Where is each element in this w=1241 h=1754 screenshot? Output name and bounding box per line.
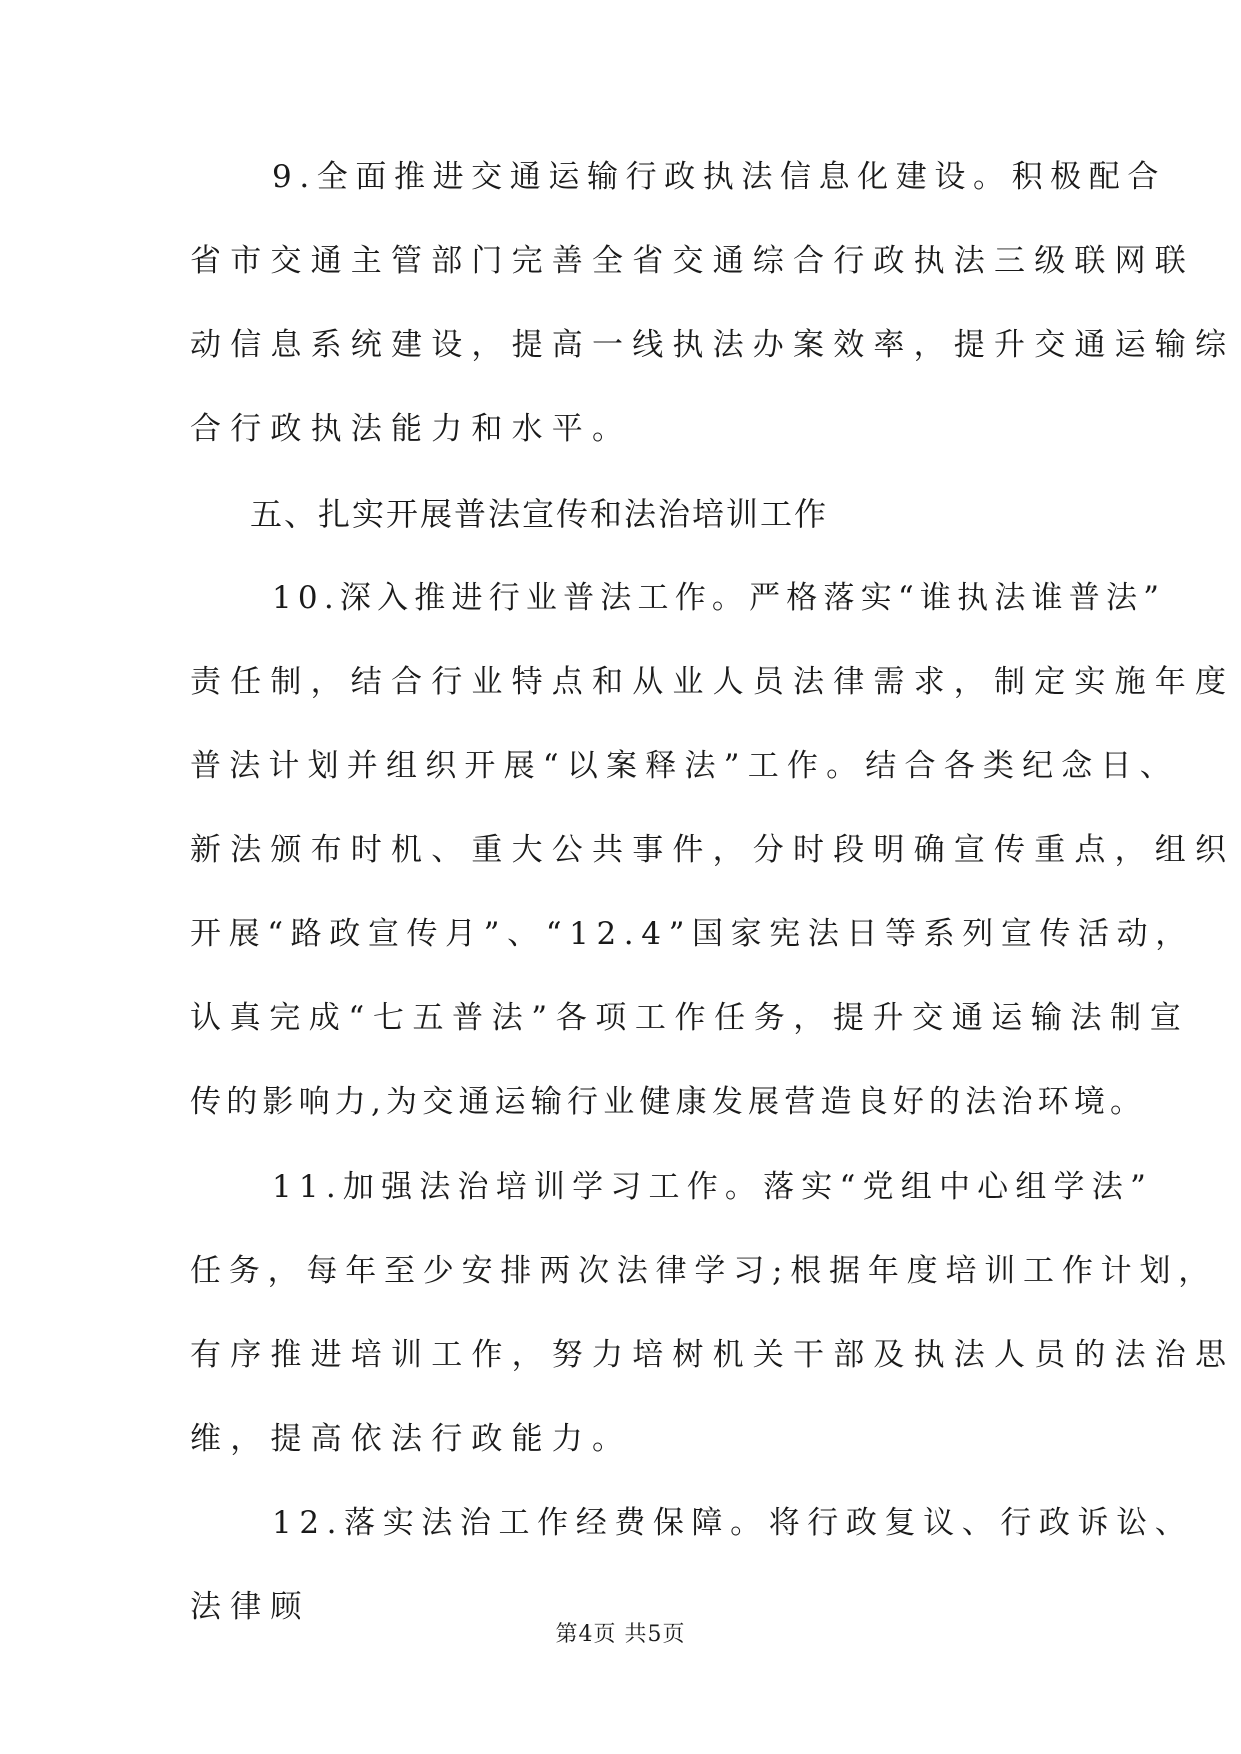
paragraph-12-line-2: 法律顾 bbox=[190, 1589, 311, 1625]
paragraph-11-line-3: 有序推进培训工作，努力培树机关干部及执法人员的法治思 bbox=[190, 1337, 1236, 1373]
section-heading-5: 五、扎实开展普法宣传和法治培训工作 bbox=[250, 495, 829, 533]
paragraph-9-line-1: 9.全面推进交通运输行政执法信息化建设。积极配合 bbox=[272, 159, 1166, 195]
paragraph-12-line-1: 12.落实法治工作经费保障。将行政复议、行政诉讼、 bbox=[272, 1505, 1194, 1541]
paragraph-11-line-1: 11.加强法治培训学习工作。落实“党组中心组学法” bbox=[272, 1169, 1153, 1205]
paragraph-9-line-4: 合行政执法能力和水平。 bbox=[190, 411, 633, 447]
page-footer: 第4页 共5页 bbox=[555, 1622, 686, 1647]
paragraph-10-line-4: 新法颁布时机、重大公共事件，分时段明确宣传重点，组织 bbox=[190, 832, 1236, 868]
paragraph-11-line-4: 维，提高依法行政能力。 bbox=[190, 1421, 633, 1457]
paragraph-9-line-3: 动信息系统建设，提高一线执法办案效率，提升交通运输综 bbox=[190, 327, 1236, 363]
paragraph-10-line-1: 10.深入推进行业普法工作。严格落实“谁执法谁普法” bbox=[272, 580, 1166, 616]
paragraph-11-line-2: 任务，每年至少安排两次法律学习;根据年度培训工作计划， bbox=[190, 1253, 1218, 1289]
paragraph-10-line-7: 传的影响力,为交通运输行业健康发展营造良好的法治环境。 bbox=[190, 1084, 1147, 1120]
paragraph-10-line-6: 认真完成“七五普法”各项工作任务，提升交通运输法制宣 bbox=[190, 1000, 1190, 1036]
paragraph-10-line-2: 责任制，结合行业特点和从业人员法律需求，制定实施年度 bbox=[190, 664, 1236, 700]
paragraph-9-line-2: 省市交通主管部门完善全省交通综合行政执法三级联网联 bbox=[190, 243, 1195, 279]
paragraph-10-line-3: 普法计划并组织开展“以案释法”工作。结合各类纪念日、 bbox=[190, 748, 1179, 784]
paragraph-10-line-5: 开展“路政宣传月”、“12.4”国家宪法日等系列宣传活动， bbox=[190, 916, 1194, 952]
